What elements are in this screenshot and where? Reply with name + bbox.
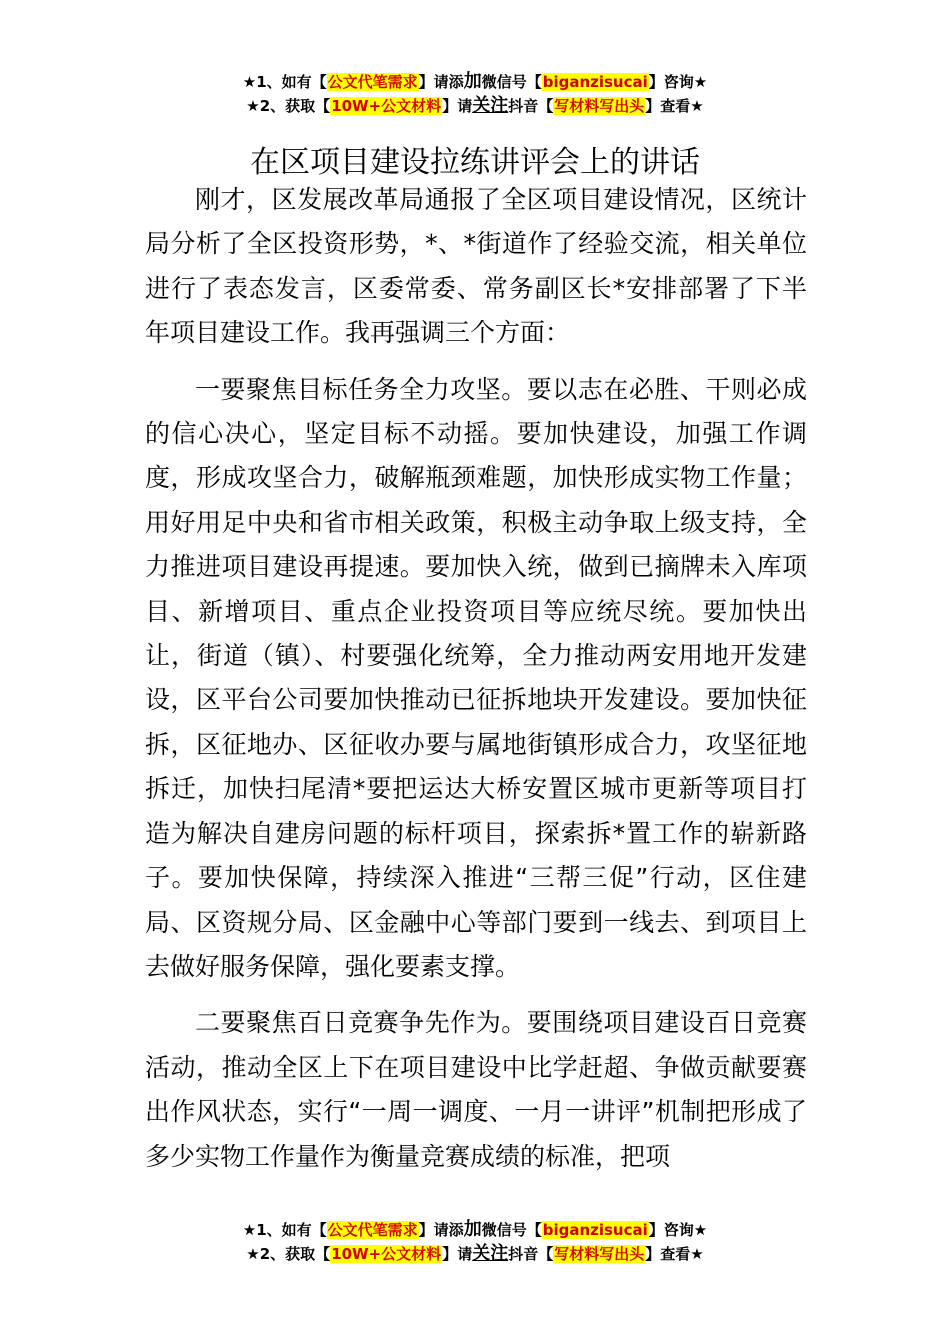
- paragraph-point-one: 一要聚焦目标任务全力攻坚。要以志在必胜、干则必成的信心决心，坚定目标不动摇。要加快建设，加强工作调度，形成攻坚合力，破解瓶颈难题，加快形成实物工作量；用好用足中央和省市相关政策，积极主动争取上级支持，全力推进项目建设再提速。要加快入统，做到已摘牌未入库项目、新增项目、重点企业投资项目等应统尽统。要加快出让，街道（镇）、村要强化统筹，全力推动两安用地开发建设，区平台公司要加快推动已征拆地块开发建设。要加快征拆，区征地办、区征收办要与属地街镇形成合力，攻坚征地拆迁，加快扫尾清*要把运达大桥安置区城市更新等项目打造为解决自建房问题的标杆项目，探索拆*置工作的崭新路子。要加快保障，持续深入推进“三帮三促”行动，区住建局、区资规分局、区金融中心等部门要到一线去、到项目上去做好服务保障，强化要素支撑。: [145, 374, 807, 981]
- ad-text: ★1、如有【: [242, 73, 327, 91]
- ad-text: 】请添: [418, 73, 464, 91]
- ad-highlight-wechat-id: biganzisucai: [542, 1221, 648, 1239]
- ad-text: 微信号【: [481, 73, 542, 91]
- paragraph-point-two: 二要聚焦百日竞赛争先作为。要围绕项目建设百日竞赛活动，推动全区上下在项目建设中比学赶超、争做贡献要赛出作风状态，实行“一周一调度、一月一讲评”机制把形成了多少实物工作量作为衡量竞赛成绩的标准，把项: [145, 1008, 807, 1171]
- ad-emphasis: 加: [463, 1219, 482, 1240]
- ad-emphasis: 加: [463, 71, 482, 92]
- ad-highlight-materials: 10W+公文材料: [331, 97, 442, 115]
- ad-text: 抖音【: [508, 1245, 554, 1263]
- ad-text: 抖音【: [508, 97, 554, 115]
- ad-highlight-douyin: 写材料写出头: [554, 97, 645, 115]
- header-ad: [0, 70, 950, 118]
- footer-ad-line-1: [0, 1218, 950, 1242]
- ad-text: 】咨询★: [648, 73, 708, 91]
- header-ad-line-2: [0, 94, 950, 118]
- document-body: [145, 178, 807, 1191]
- ad-text: 】请: [442, 97, 473, 115]
- ad-text: 】咨询★: [648, 1221, 708, 1239]
- ad-highlight-service: 公文代笔需求: [327, 1221, 418, 1239]
- header-ad-line-1: [0, 70, 950, 94]
- ad-highlight-douyin: 写材料写出头: [554, 1245, 645, 1263]
- ad-text: 】请: [442, 1245, 473, 1263]
- ad-text: 】查看★: [645, 97, 704, 115]
- footer-ad: [0, 1218, 950, 1266]
- ad-text: ★2、获取【: [246, 97, 331, 115]
- ad-highlight-service: 公文代笔需求: [327, 73, 418, 91]
- ad-highlight-materials: 10W+公文材料: [331, 1245, 442, 1263]
- page-title: 在区项目建设拉练讲评会上的讲话: [250, 145, 700, 181]
- ad-highlight-wechat-id: biganzisucai: [542, 73, 648, 91]
- ad-emphasis: 关注: [472, 1243, 509, 1264]
- ad-text: 微信号【: [481, 1221, 542, 1239]
- ad-emphasis: 关注: [472, 95, 509, 116]
- ad-text: ★2、获取【: [246, 1245, 331, 1263]
- footer-ad-line-2: [0, 1242, 950, 1266]
- ad-text: 】请添: [418, 1221, 464, 1239]
- paragraph-intro: 刚才，区发展改革局通报了全区项目建设情况，区统计局分析了全区投资形势，*、*街道作了经验交流，相关单位进行了表态发言，区委常委、常务副区长*安排部署了下半年项目建设工作。我再强调三个方面：: [145, 185, 807, 348]
- ad-text: ★1、如有【: [242, 1221, 327, 1239]
- ad-text: 】查看★: [645, 1245, 704, 1263]
